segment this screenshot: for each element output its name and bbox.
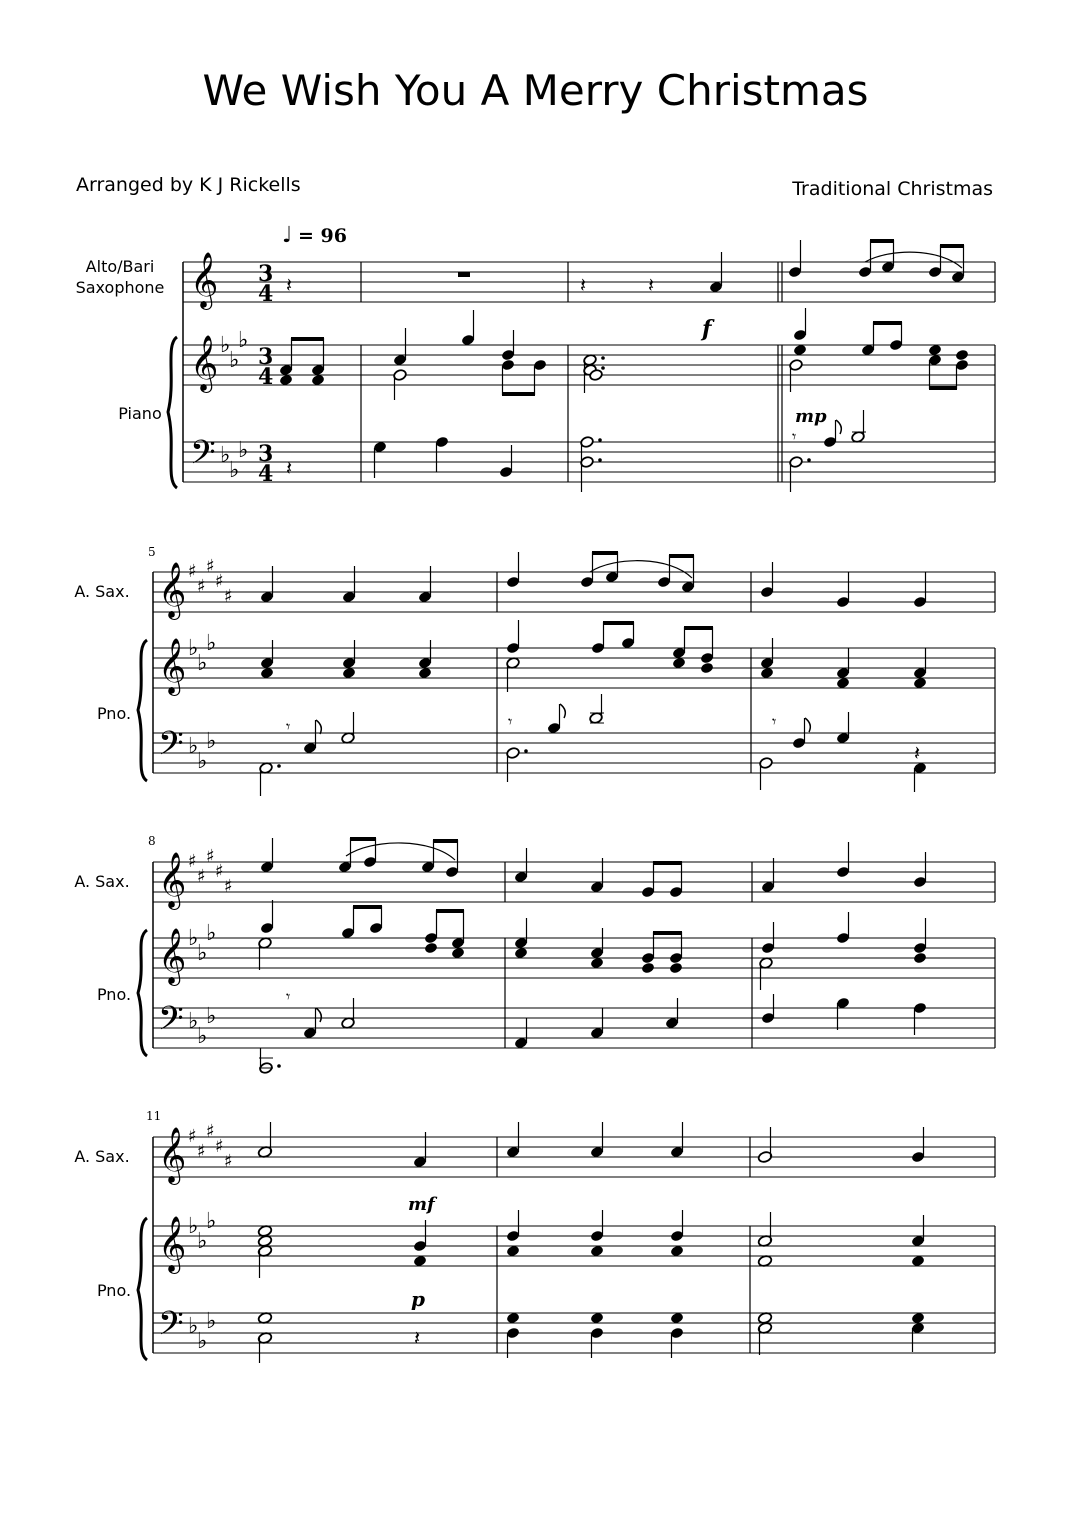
svg-text:♯: ♯ bbox=[206, 1121, 215, 1142]
svg-text:♯: ♯ bbox=[188, 851, 197, 872]
svg-text:♭: ♭ bbox=[197, 1024, 208, 1049]
svg-text:♭: ♭ bbox=[206, 1004, 217, 1029]
svg-text:♭: ♭ bbox=[197, 941, 208, 966]
instrument-label-sax-1: Alto/Bari bbox=[85, 257, 155, 276]
instrument-label-piano: Pno. bbox=[96, 704, 132, 723]
instrument-label-sax: A. Sax. bbox=[74, 872, 130, 891]
svg-text:4: 4 bbox=[258, 461, 274, 487]
instrument-label-sax: A. Sax. bbox=[74, 582, 130, 601]
svg-text:♭: ♭ bbox=[220, 443, 231, 468]
svg-text:♭: ♭ bbox=[220, 333, 231, 358]
svg-text:♯: ♯ bbox=[197, 866, 206, 887]
svg-text:♯: ♯ bbox=[224, 876, 233, 897]
arranger-credit: Arranged by K J Rickells bbox=[76, 174, 301, 196]
svg-text:𝄾: 𝄾 bbox=[792, 427, 797, 446]
svg-text:♭: ♭ bbox=[188, 734, 199, 759]
svg-text:𝄽: 𝄽 bbox=[286, 456, 293, 480]
measure-number: 11 bbox=[146, 1109, 162, 1123]
svg-text:𝄞: 𝄞 bbox=[158, 928, 187, 984]
dynamic-p: p bbox=[411, 1287, 425, 1311]
piano-brace bbox=[138, 930, 147, 1056]
system-1 bbox=[76, 223, 995, 492]
svg-text:♭: ♭ bbox=[188, 1214, 199, 1239]
treble-clef-icon: 𝄞 bbox=[190, 335, 219, 391]
svg-text:♭: ♭ bbox=[206, 921, 217, 946]
svg-text:♭: ♭ bbox=[206, 729, 217, 754]
slur bbox=[865, 252, 962, 268]
svg-text:𝄽: 𝄽 bbox=[914, 741, 921, 765]
key-signature-flats bbox=[220, 328, 248, 483]
measure-number: 8 bbox=[148, 834, 156, 848]
tempo-mark: = 96 bbox=[298, 225, 347, 247]
system-4 bbox=[74, 1109, 995, 1363]
svg-text:𝄾: 𝄾 bbox=[286, 717, 291, 736]
svg-text:3: 3 bbox=[258, 261, 274, 287]
svg-text:𝄞: 𝄞 bbox=[158, 1127, 187, 1183]
composer-credit: Traditional Christmas bbox=[792, 178, 993, 200]
measure-number: 5 bbox=[148, 545, 156, 559]
svg-text:♭: ♭ bbox=[238, 328, 249, 353]
bass-clef-icon: 𝄢 bbox=[158, 725, 184, 771]
svg-text:𝄞: 𝄞 bbox=[158, 1216, 187, 1272]
svg-text:♯: ♯ bbox=[224, 1151, 233, 1172]
treble-clef-icon: 𝄞 bbox=[158, 562, 187, 618]
svg-text:𝄢: 𝄢 bbox=[158, 1000, 184, 1046]
piano-brace bbox=[138, 640, 147, 781]
svg-text:𝄞: 𝄞 bbox=[158, 852, 187, 908]
svg-text:♭: ♭ bbox=[197, 651, 208, 676]
svg-text:♭: ♭ bbox=[206, 1309, 217, 1334]
svg-text:♭: ♭ bbox=[206, 1209, 217, 1234]
svg-text:♭: ♭ bbox=[197, 749, 208, 774]
dynamic-mp: mp bbox=[795, 406, 827, 427]
svg-text:♯: ♯ bbox=[188, 561, 197, 582]
svg-text:𝄢: 𝄢 bbox=[158, 1305, 184, 1351]
svg-text:♭: ♭ bbox=[197, 1329, 208, 1354]
svg-text:𝄾: 𝄾 bbox=[286, 987, 291, 1006]
instrument-label-sax: A. Sax. bbox=[74, 1147, 130, 1166]
svg-text:4: 4 bbox=[258, 281, 274, 307]
svg-text:♭: ♭ bbox=[197, 1229, 208, 1254]
svg-text:𝄽: 𝄽 bbox=[414, 1326, 421, 1350]
svg-text:♭: ♭ bbox=[229, 458, 240, 483]
instrument-label-sax-2: Saxophone bbox=[75, 278, 165, 297]
svg-text:♯: ♯ bbox=[206, 556, 215, 577]
sax-staff-1 bbox=[183, 262, 995, 302]
time-signature bbox=[258, 261, 273, 487]
svg-text:𝄽: 𝄽 bbox=[580, 273, 587, 297]
instrument-label-piano: Pno. bbox=[96, 1281, 132, 1300]
svg-text:♭: ♭ bbox=[238, 438, 249, 463]
svg-text:♯: ♯ bbox=[206, 846, 215, 867]
dynamic-mf: mf bbox=[408, 1194, 435, 1215]
svg-text:♭: ♭ bbox=[188, 926, 199, 951]
svg-text:♯: ♯ bbox=[197, 576, 206, 597]
svg-text:4: 4 bbox=[258, 364, 274, 390]
svg-text:𝄽: 𝄽 bbox=[286, 273, 293, 297]
treble-clef-icon: 𝄞 bbox=[158, 638, 187, 694]
svg-text:𝄾: 𝄾 bbox=[508, 712, 513, 731]
svg-text:♭: ♭ bbox=[188, 636, 199, 661]
dynamic-f: f bbox=[702, 316, 712, 342]
svg-text:𝄾: 𝄾 bbox=[772, 712, 777, 731]
piano-brace bbox=[168, 337, 177, 488]
svg-text:𝄽: 𝄽 bbox=[648, 273, 655, 297]
bass-clef-icon: 𝄢 bbox=[190, 434, 216, 480]
svg-text:♯: ♯ bbox=[215, 571, 224, 592]
svg-text:♯: ♯ bbox=[215, 1136, 224, 1157]
svg-text:♯: ♯ bbox=[224, 586, 233, 607]
barlines-1 bbox=[361, 262, 995, 482]
piano-brace bbox=[138, 1218, 147, 1360]
instrument-label-piano: Pno. bbox=[96, 985, 132, 1004]
instrument-label-piano: Piano bbox=[118, 404, 162, 423]
svg-text:♯: ♯ bbox=[188, 1126, 197, 1147]
svg-text:♭: ♭ bbox=[188, 1314, 199, 1339]
score-title: We Wish You A Merry Christmas bbox=[202, 66, 869, 115]
svg-text:3: 3 bbox=[258, 441, 274, 467]
svg-text:♯: ♯ bbox=[197, 1141, 206, 1162]
system-3 bbox=[74, 834, 995, 1074]
treble-clef-icon: 𝄞 bbox=[190, 252, 219, 308]
svg-text:3: 3 bbox=[258, 344, 274, 370]
system-2 bbox=[74, 545, 995, 796]
svg-text:♯: ♯ bbox=[215, 861, 224, 882]
svg-text:♭: ♭ bbox=[229, 348, 240, 373]
svg-text:♭: ♭ bbox=[188, 1009, 199, 1034]
tempo-note: ♩ bbox=[282, 223, 293, 248]
svg-text:♭: ♭ bbox=[206, 631, 217, 656]
